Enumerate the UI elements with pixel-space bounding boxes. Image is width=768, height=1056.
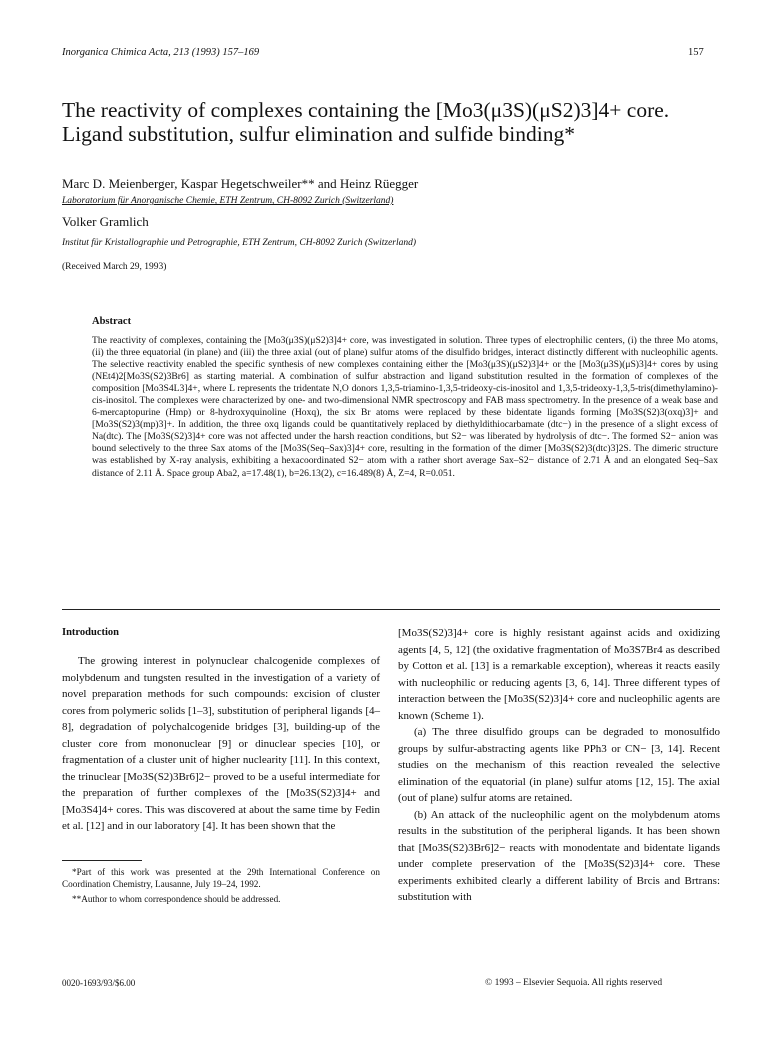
authors-group-1: Marc D. Meienberger, Kaspar Hegetschweiler** and Heinz Rüegger <box>62 176 419 191</box>
copyright-notice: © 1993 – Elsevier Sequoia. All rights reserved <box>485 978 663 988</box>
abstract-body: The reactivity of complexes, containing the [Mo3(μ3S)(μS2)3]4+ core, was investigated in solution. Three types of electrophilic centers, (i) the three Mo atoms, (ii) the three equatorial (in plane) and (iii) the three axial (out of plane) sulfur atoms of the disulfido bridges, interact distinctly different with nucleophilic agents. The selective reactivity enabled the specific synthesis of new complexes containing either the [Mo3(μ3S)(μS2)3]4+ or the [Mo3(μ3S)(μS)3]4+ cores by using (NEt4)2[Mo3S(S2)3Br6] as starting material. A combination of sulfur abstraction and ligand substitution resulted in the formation of complexes of the composition [Mo3S4L3]4+, where L represents the tridentate N,O donors 1,3,5-triamino-1,3,5-trideoxy-cis-inositol and 1,3,5-trideoxy-1,3,5-tris(dimethylamino)-cis-inositol. The complexes were characterized by one- and two-dimensional NMR spectroscopy and FAB mass spectrometry. In the presence of a weak base and 6-mercaptopurine (Hmp) or 8-hydroxyquinoline (Hoxq), the six Br atoms were replaced by these bidentate ligands forming [Mo3S(S2)3(oxq)3]+ and [Mo3S(S2)3(mp)3]+. In addition, the three oxq ligands could be quantitatively replaced by diethyldithiocarbamate (dtc−) in the presence of a slight excess of Na(dtc). The [Mo3S(S2)3]4+ core was not affected under the harsh reaction conditions, but S2− was liberated by hydrolysis of dtc−. The formed S2− anion was bound selectively to the three Sax atoms of the [Mo3S(Seq–Sax)3]4+ core, resulting in the formation of the dimer [Mo3S(S2)3(dtc)3]2S. The dimeric structure was established by X-ray analysis, exhibiting a hexacoordinated S2− atom with a rather short average Sax–S2− distance of 2.71 Å and an elongated Seq–Sax distance of 2.11 Å. Space group Aba2, a=17.48(1), b=26.13(2), c=16.489(8) Å, Z=4, R=0.051. <box>92 335 718 479</box>
abstract-heading: Abstract <box>92 316 132 327</box>
article-code: 0020-1693/93/$6.00 <box>62 978 136 988</box>
footnote-2: **Author to whom correspondence should be addressed. <box>72 894 281 904</box>
right-column <box>398 625 720 906</box>
authors-group-2: Volker Gramlich <box>62 214 149 229</box>
footnotes <box>62 866 380 908</box>
footnote-divider <box>62 860 142 861</box>
section-divider <box>62 609 720 610</box>
intro-paragraph-1: The growing interest in polynuclear chalcogenide complexes of molybdenum and tungsten resulted in the investigation of a variety of novel preparation methods for such compounds: excision of cluster cores from polymeric solids [1–3], substitution of peripheral ligands [4–8], degradation of polychalcogenide bridges [3], building-up of the cluster core from mononuclear [9] or dinuclear species [10], or fragmentation of a cluster unit of higher nuclearity [11]. In this context, the trinuclear [Mo3S(S2)3Br6]2− proved to be a useful intermediate for the preparation of further complexes of the [Mo3S(S2)3]4+ and [Mo3S4]4+ cores. This was discovered at about the same time by Fedin et al. [12] and in our laboratory [4]. It has been shown that the <box>62 655 380 832</box>
introduction-heading: Introduction <box>62 627 119 638</box>
received-date: (Received March 29, 1993) <box>62 262 167 272</box>
intro-paragraph-4: (b) An attack of the nucleophilic agent on the molybdenum atoms results in the substitution of the peripheral ligands. It has been shown that [Mo3S(S2)3Br6]2− reacts with monodentate and bidentate ligands under complete preservation of the [Mo3S(S2)3]4+ core. These experiments exhibited clearly a different lability of Brcis and Brtrans: substitution with <box>398 808 720 903</box>
affiliation-2: Institut für Kristallographie und Petrographie, ETH Zentrum, CH-8092 Zurich (Switzerland) <box>62 238 417 248</box>
intro-paragraph-2: [Mo3S(S2)3]4+ core is highly resistant against acids and oxidizing agents [4, 5, 12] (the oxidative fragmentation of Mo3S7Br4 as described by Cotton et al. [13] is a remarkable exception), whereas it reacts easily with nucleophilic or reducing agents [3, 6, 14]. Three different types of interaction between the [Mo3S(S2)3]4+ core and nucleophilic agents are known (Scheme 1). <box>398 627 720 722</box>
title-line-2: Ligand substitution, sulfur elimination and sulfide binding* <box>62 122 575 146</box>
intro-paragraph-3: (a) The three disulfido groups can be degraded to monosulfido groups by sulfur-abstracting agents like PPh3 or CN− [3, 14]. Recent studies on the mechanism of this reaction revealed the selective elimination of the equatorial (in plane) sulfur atoms [12, 15]. The axial (out of plane) sulfur atoms are retained. <box>398 726 720 804</box>
title-line-1: The reactivity of complexes containing the [Mo3(μ3S)(μS2)3]4+ core. <box>62 98 670 122</box>
footnote-1: *Part of this work was presented at the 29th International Conference on Coordination Chemistry, Lausanne, July 19–24, 1992. <box>62 867 380 889</box>
page-number: 157 <box>688 47 704 58</box>
left-column <box>62 653 380 835</box>
journal-citation: Inorganica Chimica Acta, 213 (1993) 157–169 <box>62 47 260 58</box>
paper-title <box>62 98 722 146</box>
affiliation-1: Laboratorium für Anorganische Chemie, ETH Zentrum, CH-8092 Zurich (Switzerland) <box>62 196 394 206</box>
